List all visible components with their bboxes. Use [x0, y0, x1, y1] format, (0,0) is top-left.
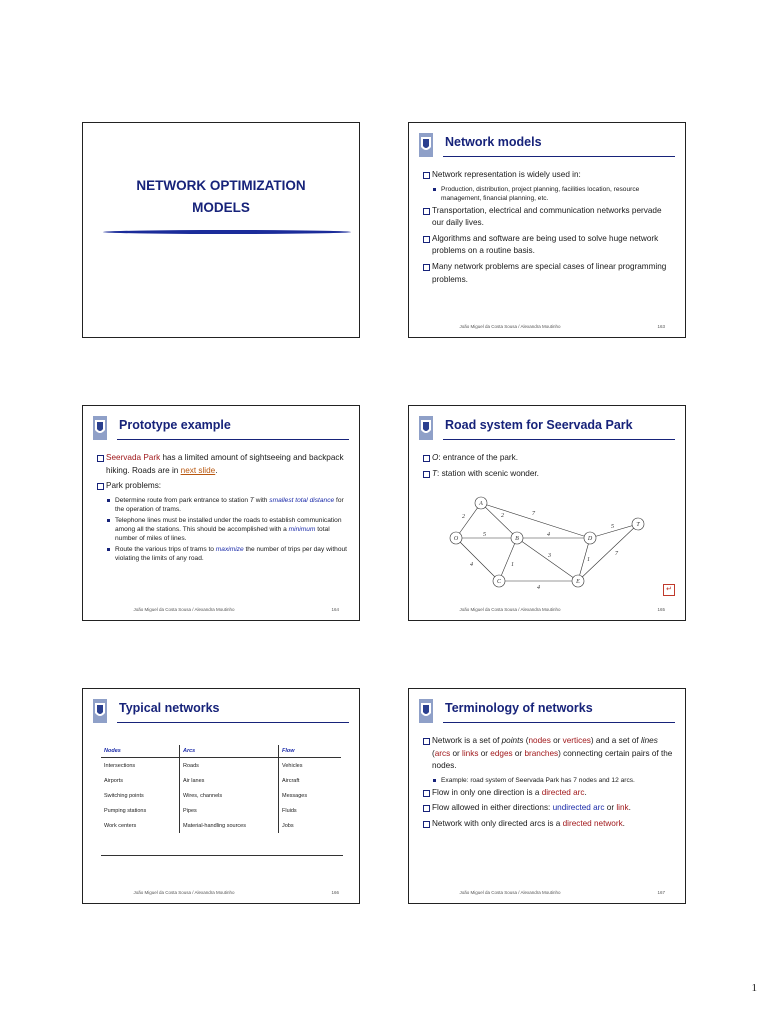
slide-body: [423, 169, 673, 289]
table-cell: Air lanes: [180, 773, 279, 788]
col-header: Nodes: [101, 745, 180, 758]
table-cell: Airports: [104, 778, 123, 784]
slide-title: Prototype example: [119, 418, 231, 432]
table-cell: Material-handling sources: [180, 818, 279, 833]
slide-road-system: [408, 405, 686, 621]
slide-terminology: [408, 688, 686, 904]
title-rule: [117, 439, 349, 440]
slide-number: 165: [657, 607, 665, 612]
next-slide-link[interactable]: next slide: [180, 465, 216, 475]
table-cell: Messages: [279, 788, 342, 803]
node-label-B: B: [515, 536, 519, 542]
node-label-E: E: [576, 579, 580, 585]
return-icon[interactable]: ↵: [663, 584, 675, 596]
university-logo-icon: [93, 416, 107, 440]
table-cell: Vehicles: [279, 758, 342, 774]
table-cell: Roads: [180, 758, 279, 774]
bullet: Flow in only one direction is a directed arc.: [423, 787, 673, 800]
node-label-T: T: [636, 522, 640, 528]
footer-author: João Miguel da Costa Sousa / Alexandra Moutinho: [459, 607, 561, 612]
sub-bullet: Telephone lines must be installed under the roads to establish communication among all the stations. This should be accomplished with a minimum total number of miles of lines.: [97, 516, 347, 543]
table-row: [101, 803, 341, 818]
slide-body: [97, 452, 347, 565]
sub-bullet: Production, distribution, project planning, facilities location, resource management, financial planning, etc.: [423, 185, 673, 203]
bullet: Network is a set of points (nodes or vertices) and a set of lines (arcs or links or edges or branches) connecting certain pairs of the nodes.: [423, 735, 673, 773]
table-cell: Aircraft: [279, 773, 342, 788]
node-label-D: D: [587, 536, 593, 542]
sub-bullet: Determine route from park entrance to station T with smallest total distance for the operation of trams.: [97, 496, 347, 514]
slide-number: 167: [657, 890, 665, 895]
edge-BE: [517, 538, 578, 581]
slide-title: Network models: [445, 135, 542, 149]
slide-title: Terminology of networks: [445, 701, 593, 715]
bullet: Many network problems are special cases of linear programming problems.: [423, 261, 673, 286]
weight-ET: 7: [615, 551, 618, 557]
weight-DT: 5: [611, 524, 614, 530]
title-rule: [443, 156, 675, 157]
title-rule: [117, 722, 349, 723]
slide-body: [423, 452, 673, 483]
weight-CE: 4: [537, 585, 540, 591]
table-row: [101, 758, 341, 774]
weight-BD: 4: [547, 532, 550, 538]
node-label-O: O: [453, 536, 459, 542]
bullet: Algorithms and software are being used to solve huge network problems on a routine basis.: [423, 233, 673, 258]
col-header: Flow: [279, 745, 342, 758]
weight-OA: 2: [462, 514, 465, 520]
slide-number: 163: [657, 324, 665, 329]
weight-AB: 2: [501, 513, 504, 519]
slide-network-models: [408, 122, 686, 338]
sub-bullet: Example: road system of Seervada Park has 7 nodes and 12 arcs.: [423, 776, 673, 785]
table-cell: Jobs: [279, 818, 342, 833]
weight-DE: 1: [587, 557, 590, 563]
slide-number: 164: [331, 607, 339, 612]
table-cell: Wires, channels: [180, 788, 279, 803]
weight-BC: 1: [511, 562, 514, 568]
table-header-row: [101, 745, 341, 758]
slide-title: Road system for Seervada Park: [445, 418, 633, 432]
typical-networks-table: [101, 745, 341, 833]
weight-OB: 5: [483, 532, 486, 538]
bullet: Network representation is widely used in:: [423, 169, 673, 182]
title-line-2: MODELS: [192, 200, 250, 215]
node-label-A: A: [479, 501, 483, 507]
table-row: [101, 818, 341, 833]
table-row: [101, 773, 341, 788]
table-cell: Work centers: [104, 823, 137, 829]
edge-AD: [481, 503, 590, 538]
weight-AD: 7: [532, 511, 535, 517]
title-line-1: NETWORK OPTIMIZATION: [136, 178, 306, 193]
footer-author: João Miguel da Costa Sousa / Alexandra Moutinho: [459, 324, 561, 329]
table-cell: Intersections: [104, 763, 136, 769]
weight-BE: 3: [548, 553, 551, 559]
slide-title: [82, 122, 360, 338]
col-header: Arcs: [180, 745, 279, 758]
slide-main-title: [83, 175, 359, 219]
footer-author: João Miguel da Costa Sousa / Alexandra Moutinho: [133, 607, 235, 612]
edge-AB: [481, 503, 517, 538]
table-row: [101, 788, 341, 803]
university-logo-icon: [419, 699, 433, 723]
brush-underline: [103, 230, 351, 234]
table-cell: Switching points: [104, 793, 144, 799]
slide-title: Typical networks: [119, 701, 220, 715]
edge-OC: [453, 536, 499, 581]
page-number: 1: [751, 982, 757, 994]
table-cell: Pumping stations: [104, 808, 147, 814]
title-rule: [443, 722, 675, 723]
edge-OA: [456, 503, 481, 538]
bullet: Transportation, electrical and communication networks pervade our daily lives.: [423, 205, 673, 230]
slide-number: 166: [331, 890, 339, 895]
university-logo-icon: [419, 133, 433, 157]
bullet: Flow allowed in either directions: undirected arc or link.: [423, 802, 673, 815]
slide-prototype-example: [82, 405, 360, 621]
table-cell: Pipes: [180, 803, 279, 818]
road-network-diagram: [447, 491, 667, 591]
university-logo-icon: [93, 699, 107, 723]
edge-BC: [499, 538, 517, 581]
weight-OC: 4: [470, 562, 473, 568]
bullet: Park problems:: [97, 480, 347, 493]
table-cell: Fluids: [279, 803, 342, 818]
node-label-C: C: [496, 579, 502, 585]
university-logo-icon: [419, 416, 433, 440]
title-rule: [443, 439, 675, 440]
slide-body: [423, 735, 673, 834]
bullet: O: entrance of the park.: [423, 452, 673, 465]
bullet: Seervada Park has a limited amount of sightseeing and backpack hiking. Roads are in next slide.: [97, 452, 347, 477]
footer-author: João Miguel da Costa Sousa / Alexandra Moutinho: [459, 890, 561, 895]
sub-bullet: Route the various trips of trams to maximize the number of trips per day without violating the limits of any road.: [97, 545, 347, 563]
bullet: Network with only directed arcs is a directed network.: [423, 818, 673, 831]
slide-typical-networks: [82, 688, 360, 904]
bullet: T: station with scenic wonder.: [423, 468, 673, 481]
footer-author: João Miguel da Costa Sousa / Alexandra Moutinho: [133, 890, 235, 895]
